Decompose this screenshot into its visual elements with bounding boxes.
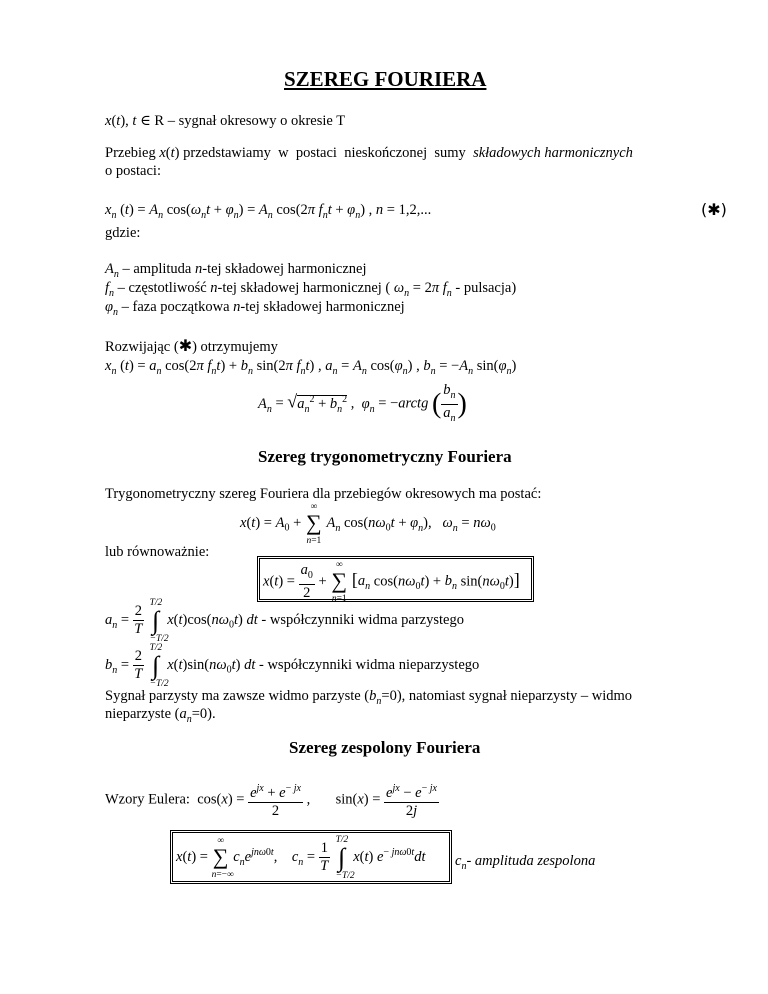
- gdzie-label: gdzie:: [105, 225, 141, 241]
- euler-label: Wzory Eulera:: [105, 791, 190, 808]
- or-equivalently-label: lub równoważnie:: [105, 544, 210, 560]
- parity-note-line1: Sygnał parzysty ma zawsze widmo parzyste $(b_n=0)$, natomiast sygnał nieparzysty – widmo: [105, 688, 632, 707]
- equation-marker: (✱): [701, 200, 727, 219]
- parity-note-line2: nieparzyste $(a_n=0)$.: [105, 706, 216, 725]
- definition-frequency: $f_n$ – częstotliwość n-tej składowej harmonicznej ( $\omega_n = 2\pi$ $f_n$ - pulsacja): [105, 280, 517, 299]
- equation-an: $a_n$ = $\frac{2}{T}$ T/2 ∫ −T/2 $x(t)\cos(n\omega_0t)$ dt - współczynniki widma parzystego: [105, 597, 464, 644]
- equation-expanded: $x_n$ $(t) = a_n$ cos(2π $f_nt) + b_n$ sin(2π $f_nt$) , $a_n = A_n$ $\cos(\varphi_n)$ , $b_n = -A_n$ $\sin(\varphi_n)$: [105, 358, 517, 377]
- equation-trig-boxed: x(t) = $\frac{a_0}{2}$ + ∞ ∑ n=1 [$a_n$ $\cos(n\omega_0t) + b_n$ $\sin(n\omega_0t)$]: [263, 560, 520, 605]
- bn-description: - współczynniki widma nieparzystego: [255, 656, 480, 673]
- heading-trig-series: Szereg trygonometryczny Fouriera: [258, 447, 512, 466]
- page-title: SZEREG FOURIERA: [284, 67, 487, 91]
- equation-complex: x(t) = ∞ ∑ n=−∞ $c_ne^{jn\omega 0t}$, $c_n$ = $\frac{1}{T}$ T/2 ∫ −T/2 x(t) $e^{- jn\omega 0t}dt$: [176, 834, 426, 881]
- euler-formulas: Wzory Eulera: cos(x) = $\frac{e^{jx} + e^{- jx}}{2}$ , sin(x) = $\frac{e^{jx} - e^{- jx}}{2j}$: [105, 780, 439, 820]
- an-description: - współczynniki widma parzystego: [257, 611, 464, 628]
- expanding-label: Rozwijając (✱) otrzymujemy: [105, 336, 278, 355]
- cn-label: $c_n-$ amplituda zespolona: [455, 853, 596, 872]
- equation-bn: $b_n$ = $\frac{2}{T}$ T/2 ∫ −T/2 $x(t)\sin(n\omega_0t)$ dt - współczynniki widma nieparzystego: [105, 642, 480, 689]
- trig-intro-text: Trygonometryczny szereg Fouriera dla przebiegów okresowych ma postać:: [105, 486, 542, 502]
- signal-definition: x(t), t ∈ R – sygnał okresowy o okresie T: [105, 113, 346, 129]
- equation-trig-series: $x(t) = A_0$ + ∞ ∑ n=1 $A_n$ $\cos(n\omega_0t + \varphi_n)$, $\omega_n = n\omega_0$: [240, 502, 496, 546]
- heading-complex-series: Szereg zespolony Fouriera: [289, 738, 481, 757]
- definition-amplitude: $A_n$ – amplituda n-tej składowej harmonicznej: [105, 261, 367, 280]
- intro-paragraph-line2: o postaci:: [105, 163, 161, 179]
- emphasis-harmonic: składowych harmonicznych: [473, 145, 633, 161]
- equation-harmonic: $x_n$ $(t) = A_n$ $\cos(\omega_nt + \varphi_n) = A_n$ cos(2π $f_nt + \varphi_n$) , n = 1,2,...: [105, 202, 432, 221]
- intro-paragraph-line1: Przebieg x(t) przedstawiamy w postaci nieskończonej sumy składowych harmonicznych: [105, 145, 633, 161]
- equation-amplitude-phase: $A_n = √a_n^2 + b_n^2$ , $\varphi_n$ = −arctg ( $\frac{b_n}{a_n}$ ): [258, 382, 467, 424]
- definition-phase: $\varphi_n$ – faza początkowa n-tej składowej harmonicznej: [105, 299, 405, 318]
